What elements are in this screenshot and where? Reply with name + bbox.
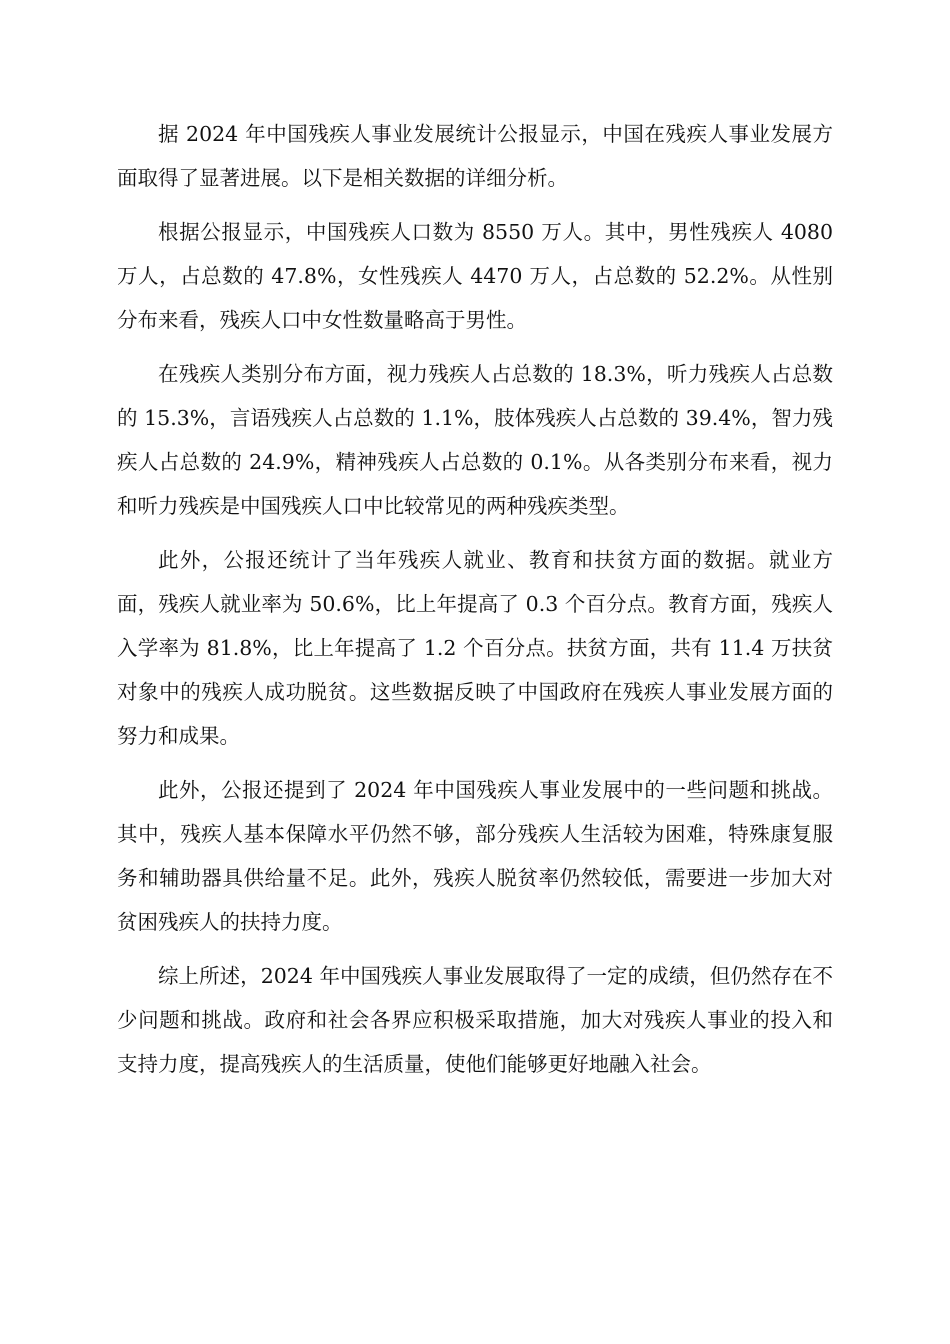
paragraph-conclusion: 综上所述，2024 年中国残疾人事业发展取得了一定的成绩，但仍然存在不少问题和挑战。政府和社会各界应积极采取措施，加大对残疾人事业的投入和支持力度，提高残疾人的生活质量，使他们能够更好地融入社会。 — [117, 964, 833, 1076]
paragraph-challenges: 此外，公报还提到了 2024 年中国残疾人事业发展中的一些问题和挑战。其中，残疾人基本保障水平仍然不够，部分残疾人生活较为困难，特殊康复服务和辅助器具供给量不足。此外，残疾人脱贫率仍然较低，需要进一步加大对贫困残疾人的扶持力度。 — [117, 778, 833, 934]
paragraph-intro: 据 2024 年中国残疾人事业发展统计公报显示，中国在残疾人事业发展方面取得了显著进展。以下是相关数据的详细分析。 — [117, 122, 833, 190]
paragraph-population: 根据公报显示，中国残疾人口数为 8550 万人。其中，男性残疾人 4080 万人，占总数的 47.8%，女性残疾人 4470 万人，占总数的 52.2%。从性别分布来看，残疾人口中女性数量略高于男性。 — [117, 220, 833, 332]
paragraph-categories: 在残疾人类别分布方面，视力残疾人占总数的 18.3%，听力残疾人占总数的 15.3%，言语残疾人占总数的 1.1%，肢体残疾人占总数的 39.4%，智力残疾人占总数的 24.9%，精神残疾人占总数的 0.1%。从各类别分布来看，视力和听力残疾是中国残疾人口中比较常见的两种残疾类型。 — [117, 362, 833, 518]
document-body — [117, 112, 833, 1096]
paragraph-employment-education: 此外，公报还统计了当年残疾人就业、教育和扶贫方面的数据。就业方面，残疾人就业率为 50.6%，比上年提高了 0.3 个百分点。教育方面，残疾人入学率为 81.8%，比上年提高了 1.2 个百分点。扶贫方面，共有 11.4 万扶贫对象中的残疾人成功脱贫。这些数据反映了中国政府在残疾人事业发展方面的努力和成果。 — [117, 548, 833, 748]
